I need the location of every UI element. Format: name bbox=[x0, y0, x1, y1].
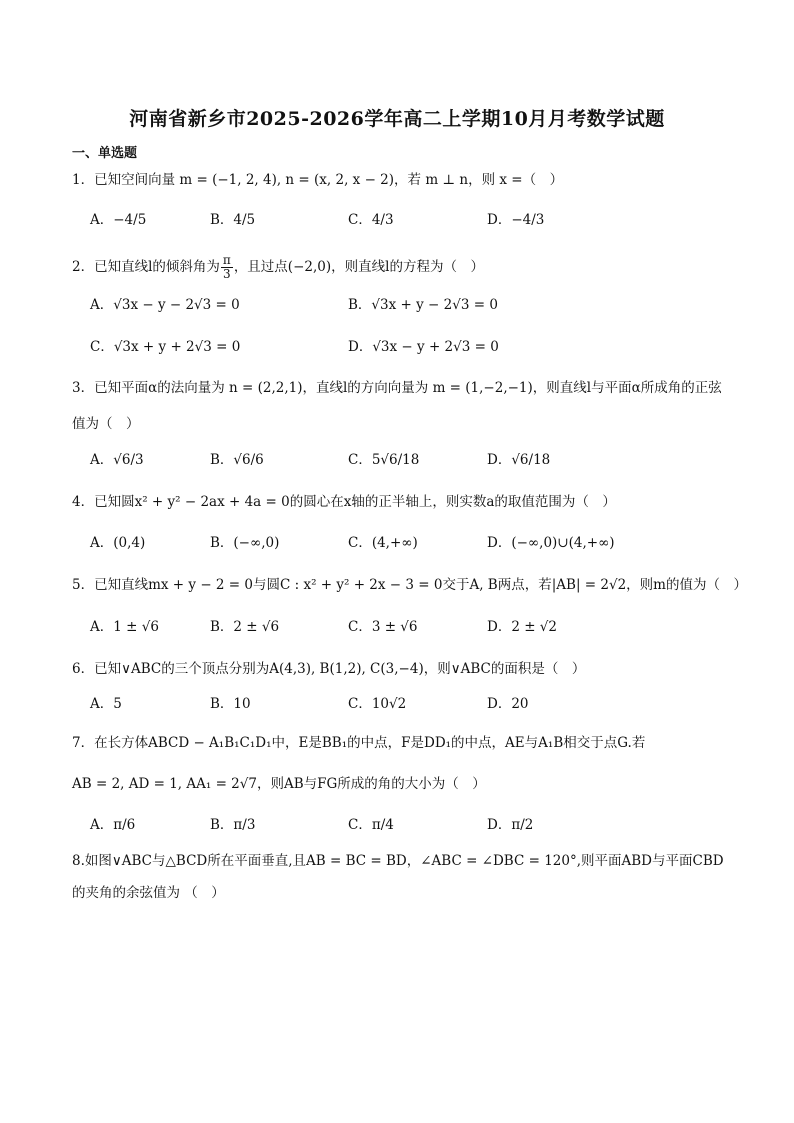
question-2-angle-fraction bbox=[221, 254, 233, 281]
question-6-option-c: C．10√2 bbox=[348, 696, 407, 712]
question-2-stem-part1: 2．已知直线l的倾斜角为 bbox=[72, 259, 220, 275]
question-5-option-d: D．2 ± √2 bbox=[487, 619, 557, 635]
question-5-stem: 5．已知直线mx + y − 2 = 0与圆C : x² + y² + 2x − 3 = 0交于A, B两点，若|AB| = 2√2，则m的值为（ ） bbox=[72, 577, 747, 593]
question-3-option-c: C．5√6/18 bbox=[348, 452, 420, 468]
question-4-option-c: C．(4,+∞) bbox=[348, 535, 418, 551]
question-2-option-d: D．√3x − y + 2√3 = 0 bbox=[348, 339, 499, 355]
question-3-stem-line2: 值为（ ） bbox=[72, 416, 140, 432]
question-8-stem-line1: 8.如图∨ABC与△BCD所在平面垂直,且AB = BC = BD，∠ABC = ∠DBC = 120°,则平面ABD与平面CBD bbox=[72, 853, 724, 869]
question-4-option-d: D．(−∞,0)∪(4,+∞) bbox=[487, 535, 615, 551]
question-1-option-c: C．4/3 bbox=[348, 212, 394, 228]
question-5-option-a: A．1 ± √6 bbox=[90, 619, 159, 635]
question-5-option-b: B．2 ± √6 bbox=[210, 619, 280, 635]
fraction-denominator: 3 bbox=[223, 267, 231, 281]
question-3-stem-line1: 3．已知平面α的法向量为 n = (2,2,1)，直线l的方向向量为 m = (1,−2,−1)，则直线l与平面α所成角的正弦 bbox=[72, 380, 722, 396]
question-7-stem-line1: 7．在长方体ABCD − A₁B₁C₁D₁中，E是BB₁的中点，F是DD₁的中点，AE与A₁B相交于点G.若 bbox=[72, 735, 646, 751]
question-1-stem: 1．已知空间向量 m = (−1, 2, 4), n = (x, 2, x − 2)，若 m ⊥ n，则 x =（ ） bbox=[72, 172, 564, 188]
question-2-option-c: C．√3x + y + 2√3 = 0 bbox=[90, 339, 241, 355]
question-6-option-a: A．5 bbox=[90, 696, 122, 712]
question-1-option-b: B．4/5 bbox=[210, 212, 256, 228]
question-3-option-a: A．√6/3 bbox=[90, 452, 144, 468]
question-1-option-a: A．−4/5 bbox=[90, 212, 147, 228]
question-4-option-b: B．(−∞,0) bbox=[210, 535, 280, 551]
question-4-stem: 4．已知圆x² + y² − 2ax + 4a = 0的圆心在x轴的正半轴上，则实数a的取值范围为（ ） bbox=[72, 494, 616, 510]
question-7-option-d: D．π/2 bbox=[487, 817, 534, 833]
question-2-stem bbox=[72, 254, 484, 281]
question-6-option-b: B．10 bbox=[210, 696, 251, 712]
section-heading: 一、单选题 bbox=[72, 146, 138, 161]
question-7-option-c: C．π/4 bbox=[348, 817, 394, 833]
question-6-stem: 6．已知∨ABC的三个顶点分别为A(4,3), B(1,2), C(3,−4)，则∨ABC的面积是（ ） bbox=[72, 661, 586, 677]
question-2-stem-part2: ，且过点(−2,0)，则直线l的方程为（ ） bbox=[233, 259, 484, 275]
question-3-option-b: B．√6/6 bbox=[210, 452, 264, 468]
question-4-option-a: A．(0,4) bbox=[90, 535, 146, 551]
fraction-numerator: π bbox=[222, 253, 231, 267]
question-6-option-d: D．20 bbox=[487, 696, 529, 712]
question-1-option-d: D．−4/3 bbox=[487, 212, 545, 228]
question-5-option-c: C．3 ± √6 bbox=[348, 619, 418, 635]
page-title: 河南省新乡市2025-2026学年高二上学期10月月考数学试题 bbox=[129, 108, 665, 130]
question-7-option-b: B．π/3 bbox=[210, 817, 256, 833]
question-8-stem-line2: 的夹角的余弦值为 （ ） bbox=[72, 885, 225, 901]
question-2-option-b: B．√3x + y − 2√3 = 0 bbox=[348, 297, 498, 313]
question-2-option-a: A．√3x − y − 2√3 = 0 bbox=[90, 297, 240, 313]
question-7-stem-line2: AB = 2, AD = 1, AA₁ = 2√7，则AB与FG所成的角的大小为（ ） bbox=[72, 776, 486, 792]
question-3-option-d: D．√6/18 bbox=[487, 452, 551, 468]
question-7-option-a: A．π/6 bbox=[90, 817, 136, 833]
